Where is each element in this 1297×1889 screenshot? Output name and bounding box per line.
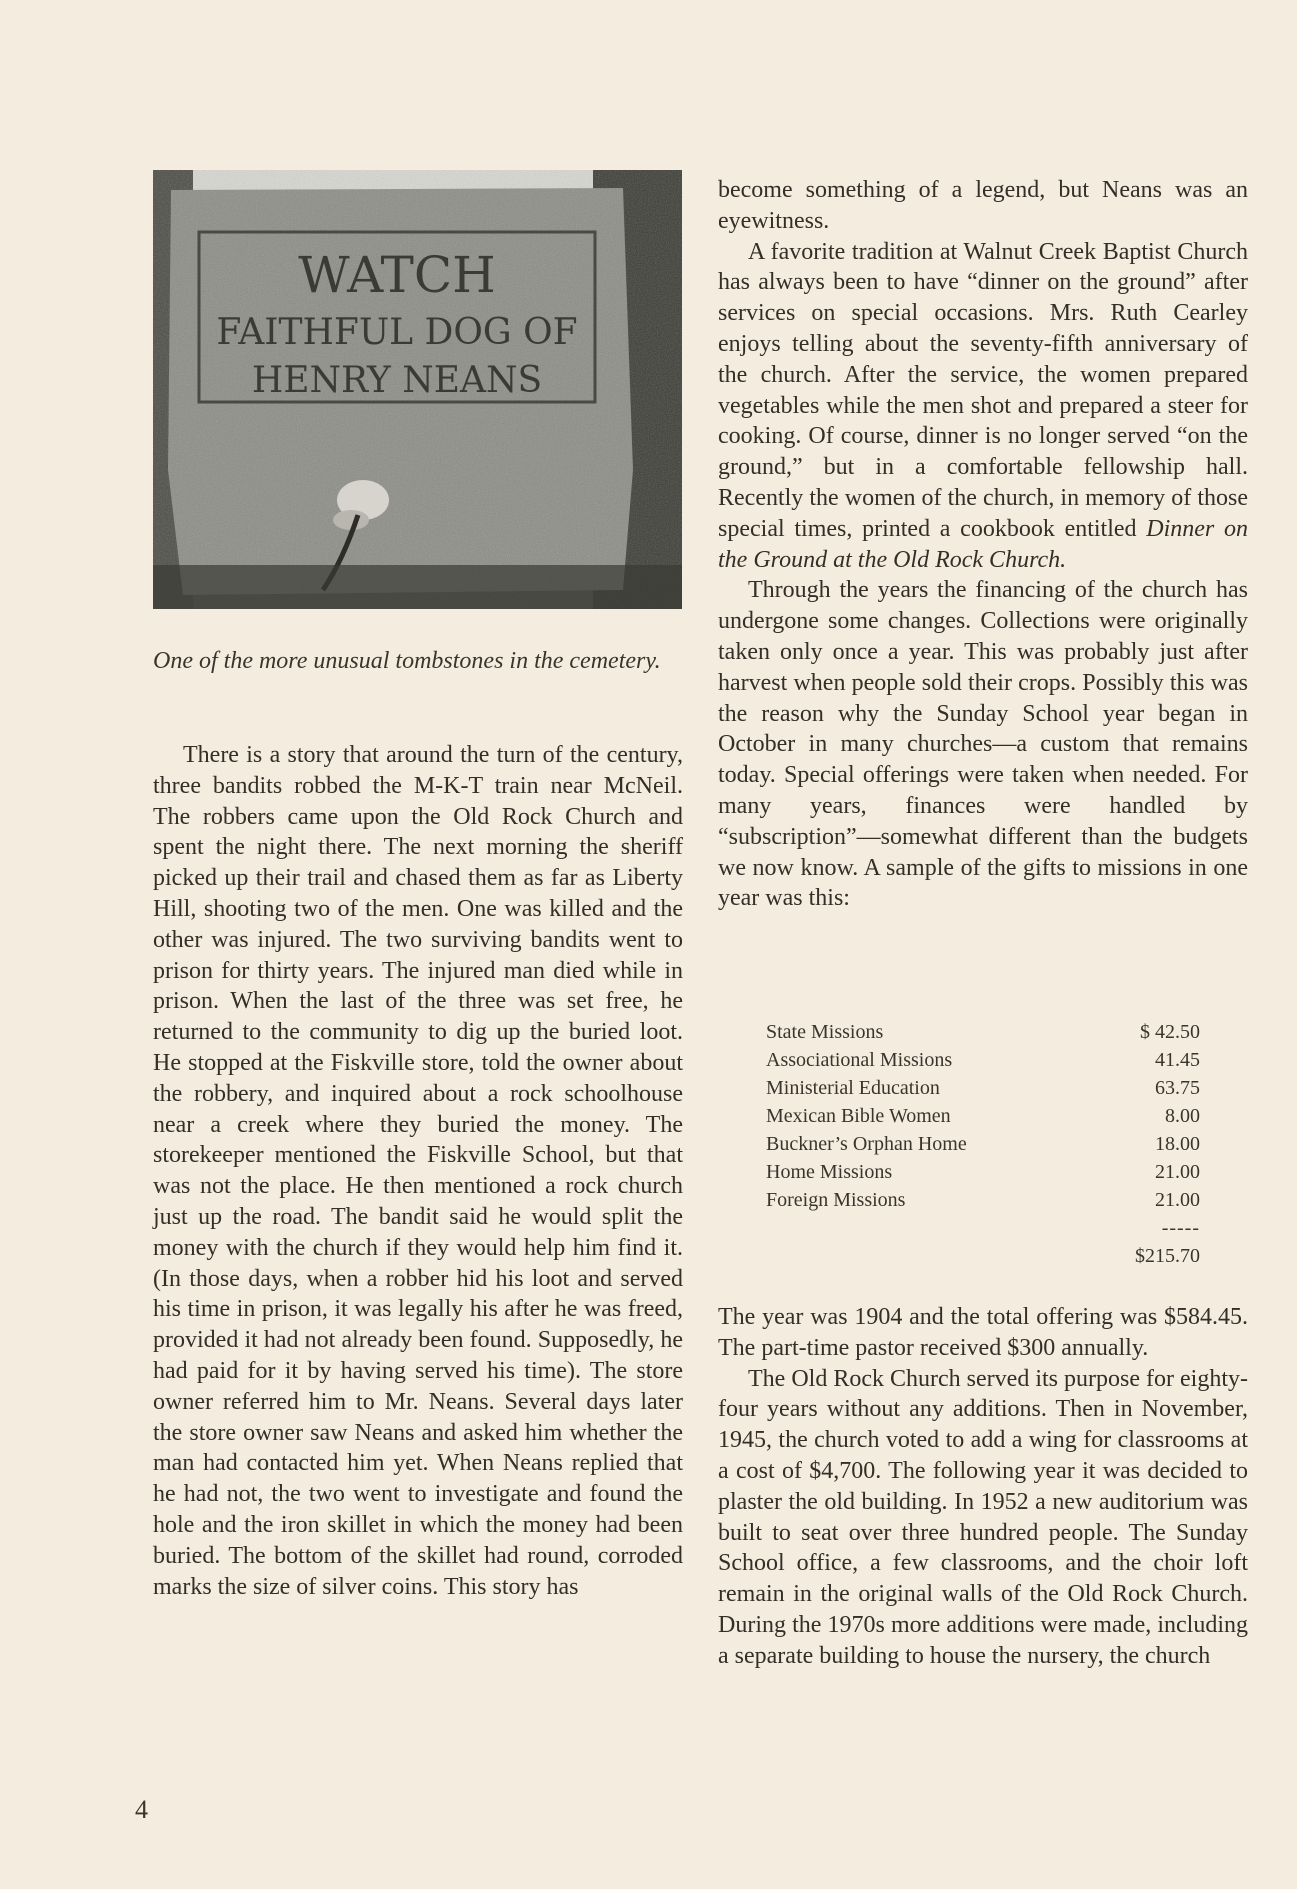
year-offering-paragraph: The year was 1904 and the total offering was $584.45. The part-time pastor received $300 annually. (718, 1304, 1248, 1361)
mission-row (766, 1130, 1200, 1158)
missions-total: $215.70 (1135, 1245, 1200, 1267)
mission-name: Buckner’s Orphan Home (766, 1133, 967, 1155)
mission-amount: 8.00 (1165, 1105, 1200, 1127)
mission-amount: 18.00 (1155, 1133, 1200, 1155)
financing-paragraph: Through the years the financing of the church has undergone some changes. Collections were originally taken only once a year. This was probably just after harvest when people sold their crops. Possibly this was the reason why the Sunday School year began in October in many churches—a custom that remains today. Special offerings were taken when needed. For many years, finances were handled by “subscription”—somewhat different than the budgets we now know. A sample of the gifts to missions in one year was this: (718, 577, 1248, 912)
page-number: 4 (135, 1795, 148, 1824)
mission-amount: 21.00 (1155, 1189, 1200, 1211)
mission-amount: $ 42.50 (1140, 1021, 1200, 1043)
building-history-paragraph: The Old Rock Church served its purpose for eighty-four years without any additions. Then in November, 1945, the church voted to add a wing for classrooms at a cost of $4,700. The following year it was decided to plaster the old building. In 1952 a new auditorium was built to seat over three hundred people. The Sunday School office, a few classrooms, and the choir loft remain in the original walls of the Old Rock Church. During the 1970s more additions were made, including a separate building to house the nursery, the church (718, 1365, 1248, 1669)
mission-row (766, 1046, 1200, 1074)
dinner-tradition-paragraph (718, 237, 1248, 576)
photo-caption: One of the more unusual tombstones in the cemetery. (153, 648, 661, 674)
sum-rule: ----- (1161, 1217, 1200, 1239)
mission-name: Mexican Bible Women (766, 1105, 951, 1127)
mission-amount: 41.45 (1155, 1049, 1200, 1071)
missions-table (766, 1018, 1200, 1270)
engraving-faithful-dog: FAITHFUL DOG OF (216, 312, 578, 353)
mission-row (766, 1186, 1200, 1214)
right-column-top (718, 175, 1248, 914)
left-column (153, 740, 683, 1602)
mission-name: Home Missions (766, 1161, 893, 1183)
mission-name: Associational Missions (766, 1049, 953, 1071)
mission-row (766, 1018, 1200, 1046)
cookbook-title: Dinner on the Ground at the Old Rock Church. (718, 515, 1249, 573)
mission-name: Foreign Missions (766, 1189, 906, 1211)
bandit-story-paragraph: There is a story that around the turn of the century, three bandits robbed the M-K-T train near McNeil. The robbers came upon the Old Rock Church and spent the night there. The next morning the sheriff picked up their trail and chased them as far as Liberty Hill, shooting two of the men. One was killed and the other was injured. The two surviving bandits went to prison for thirty years. The injured man died while in prison. When the last of the three was set free, he returned to the community to dig up the buried loot. He stopped at the Fiskville store, told the owner about the robbery, and inquired about a rock schoolhouse near a creek where they buried the money. The storekeeper mentioned the Fiskville School, but that was not the place. He then mentioned a rock church just up the road. The bandit said he would split the money with the church if they would help him find it. (In those days, when a robber hid his loot and served his time in prison, it was legally his after he was freed, provided it had not already been found. Supposedly, he had paid for it by having served his time). The store owner referred him to Mr. Neans. Several days later the store owner saw Neans and asked him whether the man had contacted him yet. When Neans replied that he had not, the two went to investigate and found the hole and the iron skillet in which the money had been buried. The bottom of the skillet had round, corroded marks the size of silver coins. This story has (153, 742, 683, 1600)
tombstone-photo (153, 170, 682, 609)
dinner-tradition-text: A favorite tradition at Walnut Creek Baptist Church has always been to have “dinner on the ground” after services on special occasions. Mrs. Ruth Cearley enjoys telling about the seventy-fifth anniversary of the church. After the service, the women prepared vegetables while the men shot and prepared a steer for cooking. Of course, dinner is no longer served “on the ground,” but in a comfortable fellowship hall. Recently the women of the church, in memory of those special times, printed a cookbook entitled (718, 238, 1248, 542)
mission-amount: 63.75 (1155, 1077, 1200, 1099)
continuation-paragraph: become something of a legend, but Neans was an eyewitness. (718, 177, 1248, 234)
mission-row (766, 1074, 1200, 1102)
mission-amount: 21.00 (1155, 1161, 1200, 1183)
mission-name: State Missions (766, 1021, 884, 1043)
engraving-watch: WATCH (298, 246, 496, 304)
mission-name: Ministerial Education (766, 1077, 940, 1099)
mission-row (766, 1102, 1200, 1130)
tombstone-illustration (153, 170, 682, 609)
mission-row (766, 1158, 1200, 1186)
engraving-henry-neans: HENRY NEANS (251, 360, 543, 401)
right-column-bottom (718, 1302, 1248, 1672)
